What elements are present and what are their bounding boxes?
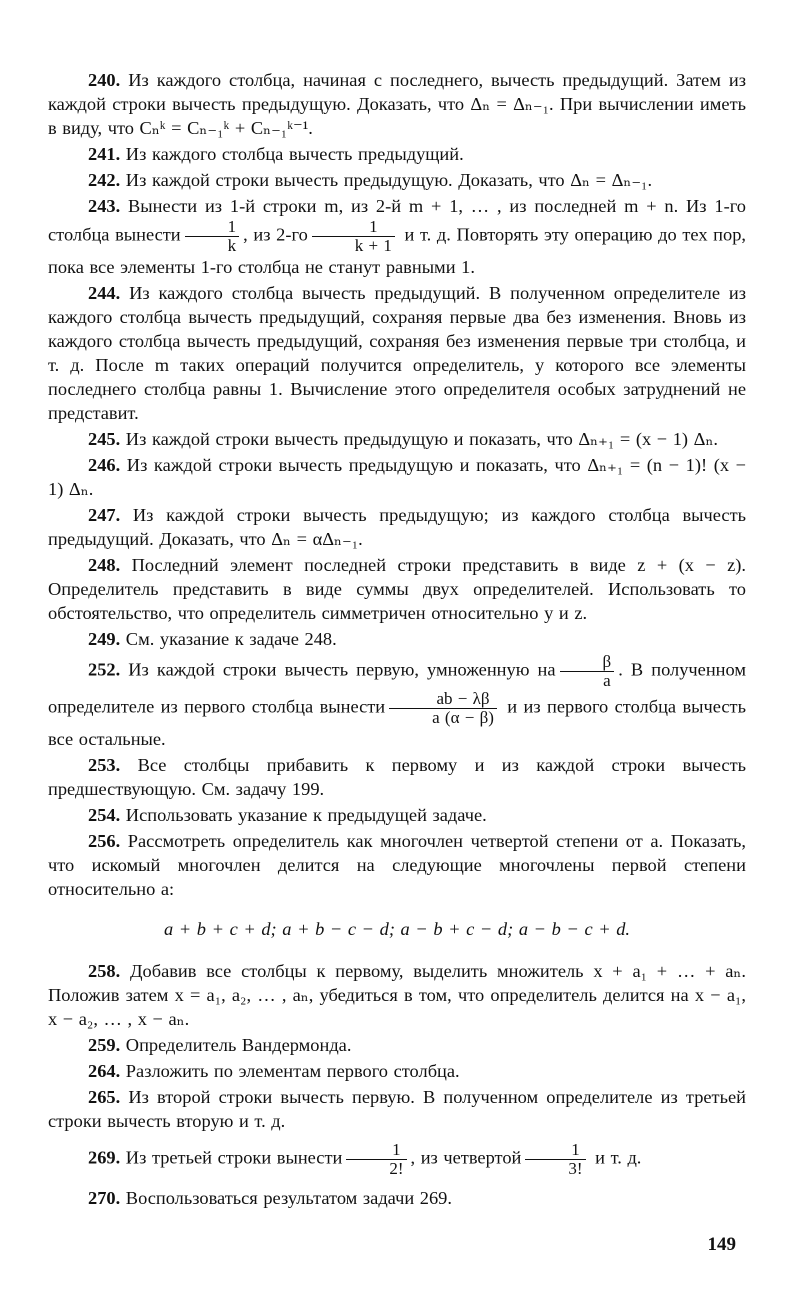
paragraph-256 (48, 829, 746, 901)
formula-text: a + b + c + d; a + b − c − d; a − b + c − d; a − b − c + d. (163, 919, 631, 939)
problem-number: 259. (88, 1035, 121, 1055)
problem-number: 249. (88, 629, 121, 649)
numerator: 1 (346, 1141, 406, 1160)
paragraph-249 (48, 627, 746, 651)
paragraph-254 (48, 803, 746, 827)
problem-number: 245. (88, 429, 121, 449)
problem-number: 264. (88, 1061, 121, 1081)
problem-number: 246. (88, 455, 121, 475)
paragraph-text: Разложить по элементам первого столбца. (125, 1061, 460, 1081)
page-number: 149 (707, 1234, 736, 1255)
paragraph-240 (48, 68, 746, 140)
paragraph-243 (48, 194, 746, 279)
paragraph-text: Добавив все столбцы к первому, выделить множитель x + a₁ + … + aₙ. Положив затем x = a₁, a₂, … , aₙ, убедиться в том, что определитель делится на x − a₁, x − a₂, … , x − aₙ. (48, 961, 746, 1029)
fraction (312, 218, 395, 255)
denominator: a (α − β) (432, 708, 494, 727)
problem-number: 254. (88, 805, 121, 825)
paragraph-241 (48, 142, 746, 166)
paragraph-text: Из третьей строки вынести (125, 1147, 343, 1168)
paragraph-text: Из каждой строки вычесть предыдущую. Доказать, что Δₙ = Δₙ₋₁. (125, 170, 653, 190)
paragraph-264 (48, 1059, 746, 1083)
problem-number: 240. (88, 70, 121, 90)
problem-number: 244. (88, 283, 121, 303)
denominator: a (603, 671, 611, 690)
fraction (185, 218, 240, 255)
denominator: 2! (389, 1159, 404, 1178)
paragraph-text-end: и т. д. Повторять эту операцию до тех пор, пока все элементы 1-го столбца не станут равными 1. (48, 224, 746, 277)
paragraph-245 (48, 427, 746, 451)
denominator: k (227, 236, 237, 255)
paragraph-259 (48, 1033, 746, 1057)
fraction (560, 653, 615, 690)
problem-number: 243. (88, 196, 121, 216)
paragraph-246 (48, 453, 746, 501)
denominator: 3! (568, 1159, 583, 1178)
paragraph-text: Вынести из 1-й строки m, из 2-й m + 1, … , из последней m + n. Из 1-го столбца вынести (48, 196, 746, 245)
problem-number: 270. (88, 1188, 121, 1208)
paragraph-text: См. указание к задаче 248. (125, 629, 337, 649)
paragraph-247 (48, 503, 746, 551)
paragraph-265 (48, 1085, 746, 1133)
paragraph-text: Из каждого столбца, начиная с последнего, вычесть предыдущий. Затем из каждой строки вычесть предыдущую. Доказать, что Δₙ = Δₙ₋₁. При вычислении иметь в виду, что Cₙᵏ = Cₙ₋₁ᵏ + Cₙ₋₁ᵏ⁻¹. (48, 70, 746, 138)
paragraph-text-end: и из первого столбца вычесть все остальные. (48, 696, 746, 749)
paragraph-text: Из каждой строки вычесть предыдущую; из каждого столбца вычесть предыдущий. Доказать, что Δₙ = αΔₙ₋₁. (48, 505, 746, 549)
paragraph-text: Определитель Вандермонда. (125, 1035, 352, 1055)
paragraph-248 (48, 553, 746, 625)
paragraph-text: Из каждой строки вычесть предыдущую и показать, что Δₙ₊₁ = (n − 1)! (x − 1) Δₙ. (48, 455, 747, 499)
numerator: 1 (312, 218, 395, 237)
fraction (525, 1141, 585, 1178)
paragraph-text: Из каждой строки вычесть предыдущую и показать, что Δₙ₊₁ = (x − 1) Δₙ. (125, 429, 719, 449)
problem-number: 242. (88, 170, 121, 190)
problem-number: 248. (88, 555, 121, 575)
problem-number: 258. (88, 961, 121, 981)
problem-number: 269. (88, 1147, 121, 1168)
numerator: 1 (525, 1141, 585, 1160)
paragraph-252 (48, 653, 746, 751)
paragraph-text: Из каждого столбца вычесть предыдущий. (125, 144, 464, 164)
formula-line (48, 917, 746, 941)
paragraph-text: Из каждой строки вычесть первую, умноженную на (128, 659, 556, 680)
paragraph-270 (48, 1186, 746, 1210)
paragraph-text-mid: , из 2-го (243, 224, 308, 245)
paragraph-244 (48, 281, 746, 425)
fraction (389, 690, 497, 727)
paragraph-text: Рассмотреть определитель как многочлен четвертой степени от a. Показать, что искомый многочлен делится на следующие многочлены первой степени относительно a: (48, 831, 746, 899)
problem-number: 247. (88, 505, 121, 525)
paragraph-text: Из каждого столбца вычесть предыдущий. В полученном определителе из каждого столбца вычесть предыдущий, сохраняя первые два без изменения. Вновь из каждого столбца вычесть предыдущий, сохраняя без изменения первые три столбца, и т. д. После m таких операций получится определитель, у которого все элементы последнего столбца равны 1. Вычисление этого определителя особых затруднений не представит. (48, 283, 746, 423)
numerator: ab − λβ (389, 690, 497, 709)
paragraph-269 (48, 1141, 746, 1178)
paragraph-text: Из второй строки вычесть первую. В полученном определителе из третьей строки вычесть вторую и т. д. (48, 1087, 746, 1131)
paragraph-text: Воспользоваться результатом задачи 269. (125, 1188, 452, 1208)
problem-number: 252. (88, 659, 121, 680)
paragraph-text: Последний элемент последней строки представить в виде z + (x − z). Определитель представить в виде суммы двух определителей. Использовать то обстоятельство, что определитель симметричен относительно y и z. (48, 555, 746, 623)
problem-number: 241. (88, 144, 121, 164)
numerator: 1 (185, 218, 240, 237)
problem-number: 253. (88, 755, 121, 775)
numerator: β (560, 653, 615, 672)
paragraph-text: Использовать указание к предыдущей задаче. (125, 805, 487, 825)
fraction (346, 1141, 406, 1178)
paragraph-text-mid: . В полученном определителе из первого столбца вынести (48, 659, 746, 717)
problem-number: 265. (88, 1087, 121, 1107)
paragraph-242 (48, 168, 746, 192)
paragraph-text-end: и т. д. (595, 1147, 642, 1168)
paragraph-text-mid: , из четвертой (410, 1147, 522, 1168)
denominator: k + 1 (354, 236, 392, 255)
paragraph-258 (48, 959, 746, 1031)
paragraph-253 (48, 753, 746, 801)
problem-number: 256. (88, 831, 121, 851)
paragraph-text: Все столбцы прибавить к первому и из каждой строки вычесть предшествующую. См. задачу 199. (48, 755, 746, 799)
